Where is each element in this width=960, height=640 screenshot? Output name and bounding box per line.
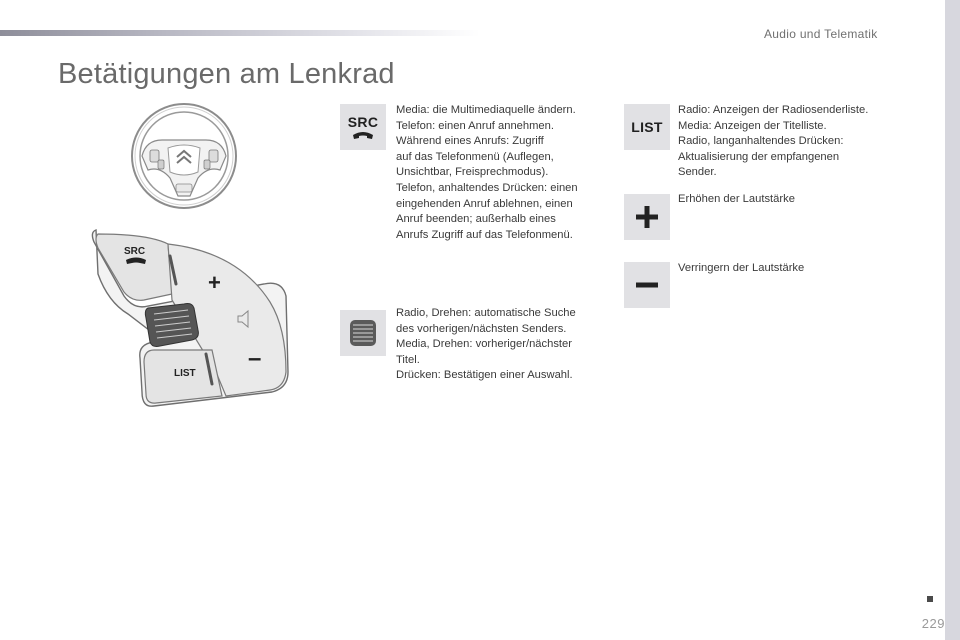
thumbwheel-icon-box [340,310,386,356]
footer-bullet [927,596,933,602]
thumbwheel-description: Radio, Drehen: automatische Suche des vorherigen/nächsten Senders. Media, Drehen: vorheriger/nächster Titel. Drücken: Bestätigen einer Auswahl. [396,307,576,382]
src-icon-box [340,104,386,150]
volume-down-description: Verringern der Lautstärke [678,262,805,274]
pad-plus-label: + [208,270,221,295]
minus-icon [634,272,660,298]
src-icon-label: SRC [347,113,379,130]
volume-up-icon-box [624,194,670,240]
plus-icon [634,204,660,230]
pad-minus-label: – [248,345,262,372]
header-gradient-bar [0,30,480,36]
src-description: Media: die Multimediaquelle ändern. Telefon: einen Anruf annehmen. Während eines Anrufs: Zugriff auf das Telefonmenü (Auflegen, Unsichtbar, Freisprechmodus). Telefon, anhaltendes Drücken: einen eingehenden Anruf ablehnen, einen Anruf beenden; außerhalb eines Anrufs Zugriff auf das Telefonmenü. [396,104,578,241]
volume-up-description: Erhöhen der Lautstärke [678,193,795,205]
list-icon-box [624,104,670,150]
page-number: 229 [921,616,945,631]
page-edge-strip [945,0,960,640]
thumbwheel-icon [348,318,378,348]
volume-down-icon-box [624,262,670,308]
phone-icon [352,131,374,140]
page-title: Betätigungen am Lenkrad [58,58,395,90]
steering-wheel-illustration [128,100,240,212]
section-header: Audio und Telematik [764,27,878,41]
list-description: Radio: Anzeigen der Radiosenderliste. Media: Anzeigen der Titelliste. Radio, langanhaltendes Drücken: Aktualisierung der empfangenen Sender. [678,104,869,179]
pad-list-label: LIST [174,368,196,379]
list-icon-label: LIST [631,119,663,135]
pad-src-label: SRC [124,246,146,257]
control-pad-illustration [88,222,293,407]
pad-thumbwheel [145,304,198,347]
